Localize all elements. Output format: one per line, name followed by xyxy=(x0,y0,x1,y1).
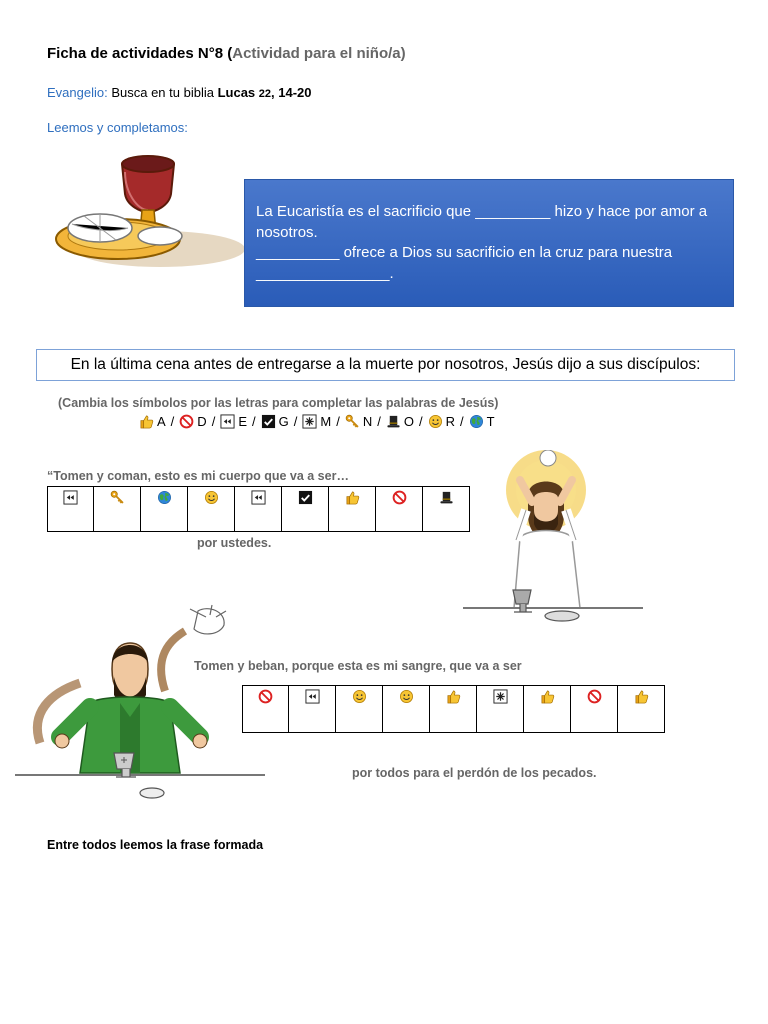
rewind-icon xyxy=(220,414,235,429)
puzzle-cell[interactable] xyxy=(188,486,235,532)
quote-2: Tomen y beban, porque esta es mi sangre, que va a ser xyxy=(194,659,522,673)
priest-illustration xyxy=(10,603,275,808)
puzzle-cell[interactable] xyxy=(336,685,383,733)
legend-entry xyxy=(345,414,372,429)
legend-letter: D xyxy=(197,414,207,429)
rewind-icon xyxy=(251,490,266,505)
thumbs-up-icon xyxy=(446,689,461,704)
puzzle-cell[interactable] xyxy=(524,685,571,733)
no-entry-icon xyxy=(179,414,194,429)
smiley-icon xyxy=(204,490,219,505)
key-icon xyxy=(110,490,125,505)
legend-letter: T xyxy=(486,414,495,429)
gospel-verses: , 14-20 xyxy=(271,85,312,100)
puzzle-cell[interactable] xyxy=(289,685,336,733)
legend-letter: N xyxy=(362,414,373,429)
legend-entry xyxy=(261,414,289,429)
no-entry-icon xyxy=(258,689,273,704)
thumbs-up-icon xyxy=(540,689,555,704)
legend-entry xyxy=(469,414,495,429)
quote-1: “Tomen y coman, esto es mi cuerpo que va a ser… xyxy=(47,469,349,483)
legend-letter: E xyxy=(238,414,247,429)
fill-in-line-2: __________ ofrece a Dios su sacrificio en la cruz para nuestra ________________. xyxy=(256,244,673,282)
legend-entry xyxy=(139,414,166,429)
no-entry-icon xyxy=(392,490,407,505)
legend-separator: / xyxy=(211,414,216,429)
no-entry-icon xyxy=(587,689,602,704)
puzzle-cell[interactable] xyxy=(94,486,141,532)
gospel-chapter: 22 xyxy=(258,88,272,100)
puzzle-cell[interactable] xyxy=(235,486,282,532)
top-hat-icon xyxy=(439,490,454,505)
gospel-text: Busca en tu biblia xyxy=(107,85,218,100)
gospel-book: Lucas xyxy=(217,85,259,100)
puzzle-cell[interactable] xyxy=(242,685,289,733)
legend-separator: / xyxy=(293,414,298,429)
framed-sentence: En la última cena antes de entregarse a la muerte por nosotros, Jesús dijo a sus discípulos: xyxy=(36,349,735,381)
check-box-icon xyxy=(261,414,276,429)
legend-separator: / xyxy=(336,414,340,429)
globe-icon xyxy=(469,414,484,429)
page-title xyxy=(47,45,406,62)
legend-entry xyxy=(220,414,247,429)
thumbs-up-icon xyxy=(634,689,649,704)
legend-letter: A xyxy=(157,414,166,429)
puzzle-cell[interactable] xyxy=(383,685,430,733)
legend-separator: / xyxy=(170,414,175,429)
jesus-raising-host-illustration xyxy=(458,450,648,635)
puzzle-cell[interactable] xyxy=(47,486,94,532)
top-hat-icon xyxy=(386,414,401,429)
legend-entry xyxy=(302,414,331,429)
smiley-icon xyxy=(399,689,414,704)
rewind-icon xyxy=(63,490,78,505)
final-instruction: Entre todos leemos la frase formada xyxy=(47,838,264,852)
puzzle-cell[interactable] xyxy=(329,486,376,532)
title-subtitle: Actividad para el niño/a) xyxy=(232,45,406,62)
instruction-text: (Cambia los símbolos por las letras para completar las palabras de Jesús) xyxy=(58,396,499,410)
puzzle-cell[interactable] xyxy=(430,685,477,733)
thumbs-up-icon xyxy=(345,490,360,505)
title-main: Ficha de actividades N°8 ( xyxy=(47,45,233,62)
chalice-bread-illustration xyxy=(50,144,245,274)
puzzle-grid-1 xyxy=(47,486,470,532)
legend-letter: O xyxy=(403,414,414,429)
thumbs-up-icon xyxy=(139,414,154,429)
read-label: Leemos y completamos: xyxy=(47,120,188,135)
smiley-icon xyxy=(352,689,367,704)
legend-separator: / xyxy=(377,414,381,429)
fill-in-line-1: La Eucaristía es el sacrificio que _________ hizo y hace por amor a nosotros. xyxy=(256,203,708,241)
puzzle-cell[interactable] xyxy=(141,486,188,532)
globe-icon xyxy=(157,490,172,505)
asterisk-box-icon xyxy=(493,689,508,704)
puzzle-cell[interactable] xyxy=(477,685,524,733)
legend-entry xyxy=(386,414,414,429)
asterisk-box-icon xyxy=(302,414,317,429)
puzzle-cell[interactable] xyxy=(618,685,665,733)
check-box-icon xyxy=(298,490,313,505)
smiley-icon xyxy=(428,414,443,429)
legend-letter: M xyxy=(320,414,332,429)
gospel-line xyxy=(47,85,312,100)
symbol-legend xyxy=(139,414,495,429)
rewind-icon xyxy=(305,689,320,704)
legend-entry xyxy=(179,414,206,429)
fill-in-box xyxy=(244,179,734,307)
legend-separator: / xyxy=(418,414,423,429)
legend-letter: G xyxy=(278,414,289,429)
gospel-label: Evangelio: xyxy=(47,85,108,100)
puzzle-grid-2 xyxy=(242,685,665,733)
legend-separator: / xyxy=(459,414,464,429)
legend-letter: R xyxy=(445,414,455,429)
after-text-2: por todos para el perdón de los pecados. xyxy=(352,766,597,780)
key-icon xyxy=(345,414,360,429)
puzzle-cell[interactable] xyxy=(376,486,423,532)
puzzle-cell[interactable] xyxy=(571,685,618,733)
legend-entry xyxy=(428,414,455,429)
after-text-1: por ustedes. xyxy=(197,536,272,550)
legend-separator: / xyxy=(251,414,256,429)
puzzle-cell[interactable] xyxy=(282,486,329,532)
